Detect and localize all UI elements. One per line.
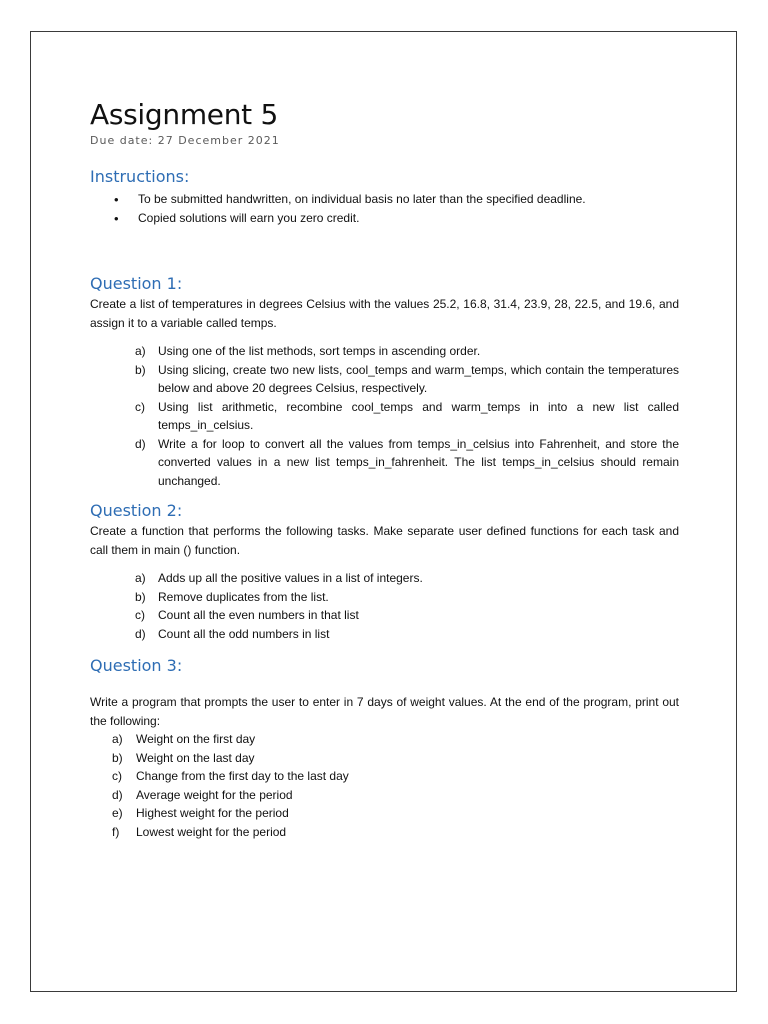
document-page — [30, 31, 737, 992]
list-item-text: Weight on the last day — [136, 750, 255, 765]
question2-list — [90, 569, 679, 643]
instructions-list — [90, 190, 679, 228]
list-marker: c) — [112, 769, 122, 783]
question2-heading: Question 2: — [90, 501, 183, 520]
document-content — [90, 97, 679, 841]
question1-heading: Question 1: — [90, 274, 183, 293]
list-item — [90, 730, 679, 749]
list-marker: c) — [135, 608, 145, 622]
list-item — [90, 588, 679, 607]
list-item — [90, 569, 679, 588]
instructions-heading: Instructions: — [90, 167, 190, 186]
list-item — [90, 435, 679, 491]
document-title: Assignment 5 — [90, 98, 278, 131]
list-item — [90, 823, 679, 842]
list-item — [90, 398, 679, 435]
list-item-text: Adds up all the positive values in a list of integers. — [158, 571, 423, 585]
list-item-text: Remove duplicates from the list. — [158, 589, 329, 604]
question2-intro: Create a function that performs the following tasks. Make separate user defined functions for each task and call them in main () function. — [90, 524, 679, 557]
list-marker: b) — [135, 362, 146, 377]
list-item-text: Using one of the list methods, sort temps in ascending order. — [158, 344, 481, 358]
list-item-text: Count all the even numbers in that list — [158, 608, 359, 622]
list-item — [90, 361, 679, 398]
list-marker: d) — [135, 626, 146, 641]
list-item-text: Using list arithmetic, recombine cool_temps and warm_temps in into a new list called temps_in_celsius. — [158, 399, 679, 432]
list-item-text: Average weight for the period — [136, 787, 293, 802]
list-item — [90, 625, 679, 644]
list-item — [90, 749, 679, 768]
question3-intro: Write a program that prompts the user to enter in 7 days of weight values. At the end of the program, print out the following: — [90, 695, 679, 728]
list-marker: d) — [112, 787, 123, 802]
instruction-item: • To be submitted handwritten, on individual basis no later than the specified deadline. — [90, 190, 679, 209]
list-item-text: Highest weight for the period — [136, 806, 289, 820]
list-item-text: Count all the odd numbers in list — [158, 626, 330, 641]
list-marker: b) — [112, 750, 123, 765]
list-item — [90, 606, 679, 625]
list-item — [90, 804, 679, 823]
list-marker: f) — [112, 824, 120, 839]
list-item — [90, 786, 679, 805]
question3-heading: Question 3: — [90, 656, 183, 675]
list-item — [90, 342, 679, 361]
question1-intro: Create a list of temperatures in degrees Celsius with the values 25.2, 16.8, 31.4, 23.9, 28, 22.5, and 19.6, and assign it to a variable called temps. — [90, 297, 679, 330]
question3-list — [90, 730, 679, 841]
list-item-text: Write a for loop to convert all the values from temps_in_celsius into Fahrenheit, and store the converted values in a new list temps_in_fahrenheit. The list temps_in_celsius should remain unchanged. — [158, 436, 679, 488]
list-marker: c) — [135, 399, 145, 414]
list-item-text: Using slicing, create two new lists, cool_temps and warm_temps, which contain the temperatures below and above 20 degrees Celsius, respectively. — [158, 362, 679, 395]
list-marker: a) — [135, 571, 146, 585]
list-item-text: Change from the first day to the last day — [136, 769, 349, 783]
list-marker: a) — [135, 344, 146, 358]
list-item-text: Weight on the first day — [136, 732, 256, 746]
list-marker: a) — [112, 732, 123, 746]
list-marker: e) — [112, 806, 123, 820]
list-item — [90, 767, 679, 786]
due-date: Due date: 27 December 2021 — [90, 134, 280, 147]
list-item-text: Lowest weight for the period — [136, 824, 287, 839]
instruction-item: • Copied solutions will earn you zero credit. — [90, 209, 679, 228]
list-marker: b) — [135, 589, 146, 604]
list-marker: d) — [135, 436, 146, 451]
question1-list — [90, 342, 679, 490]
